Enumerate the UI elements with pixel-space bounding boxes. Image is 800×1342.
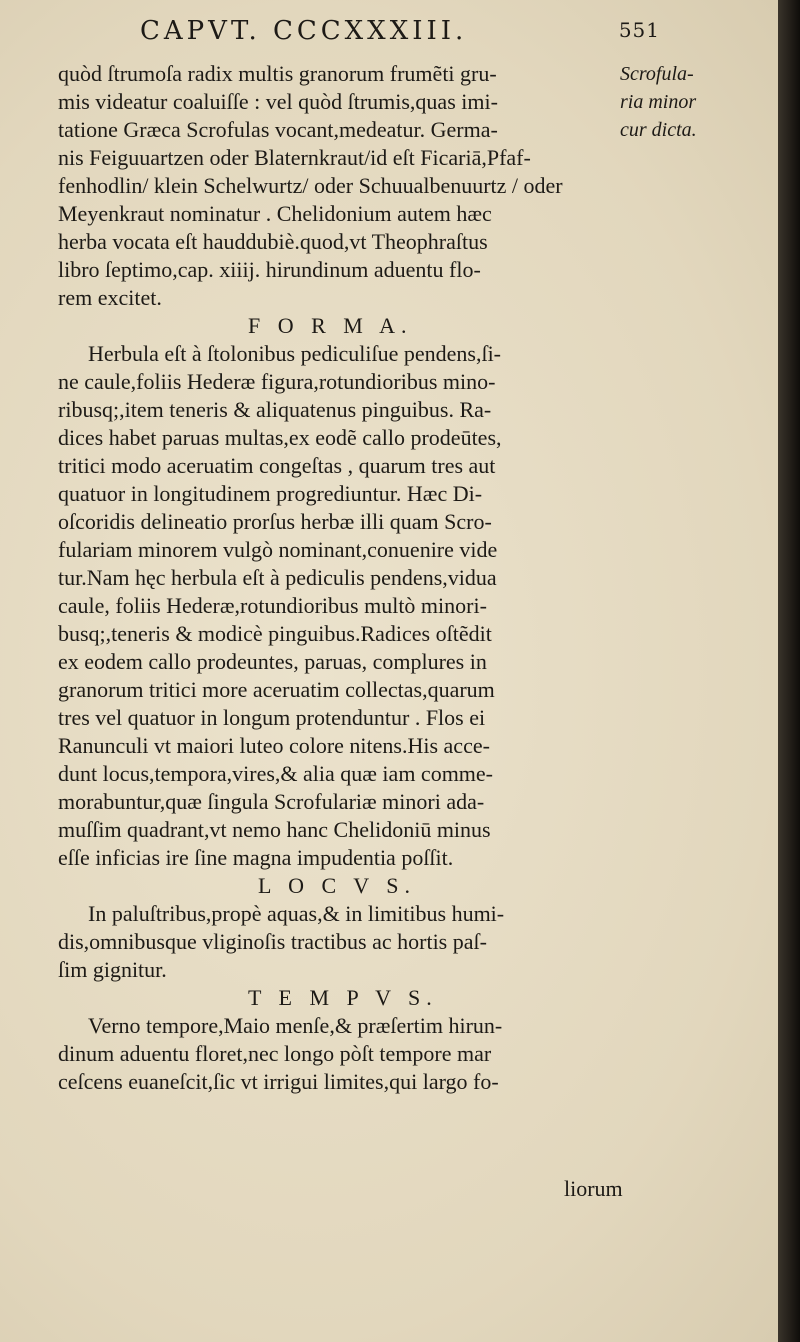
chapter-title: CAPVT. CCCXXXIII. — [140, 16, 468, 46]
page-number: 551 — [618, 18, 660, 42]
text-line: libro ſeptimo,cap. xiiij. hirundinum aduentu flo- — [58, 257, 481, 282]
text-line: dices habet paruas multas,ex eodẽ callo prodeūtes, — [58, 425, 502, 450]
text-line: ex eodem callo prodeuntes, paruas, complures in — [58, 649, 487, 674]
text-line: granorum tritici more aceruatim collectas,quarum — [58, 677, 495, 702]
text-line: muſſim quadrant,vt nemo hanc Chelidoniū minus — [58, 817, 491, 842]
text-line: ſim gignitur. — [58, 957, 167, 982]
text-line: nis Feiguuartzen oder Blaternkraut/id eſt Ficariā,Pfaf- — [58, 145, 531, 170]
text-line: rem excitet. — [58, 285, 162, 310]
marginal-note-line: cur dicta. — [620, 119, 697, 141]
text-line: fenhodlin/ klein Schelwurtz/ oder Schuualbenuurtz / oder — [58, 173, 563, 198]
text-line: Herbula eſt à ſtolonibus pediculiſue pendens,ſi- — [88, 341, 502, 366]
text-line: eſſe inficias ire ſine magna impudentia poſſit. — [58, 845, 454, 870]
section-heading-tempus: T E M P V S. — [248, 985, 438, 1010]
text-line: tritici modo aceruatim congeſtas , quarum tres aut — [58, 453, 496, 478]
marginal-note — [620, 60, 770, 144]
text-line: ne caule,foliis Hederæ figura,rotundioribus mino- — [58, 369, 496, 394]
text-line: tur.Nam hęc herbula eſt à pediculis pendens,vidua — [58, 565, 497, 590]
text-line: fulariam minorem vulgò nominant,conuenire vide — [58, 537, 498, 562]
text-line: mis videatur coaluiſſe : vel quòd ſtrumis,quas imi- — [58, 89, 498, 114]
text-line: quatuor in longitudinem progrediuntur. Hæc Di- — [58, 481, 483, 506]
text-line: Verno tempore,Maio menſe,& præſertim hirun- — [88, 1013, 503, 1038]
text-line: quòd ſtrumoſa radix multis granorum frumẽti gru- — [58, 61, 497, 86]
text-line: Ranunculi vt maiori luteo colore nitens.His acce- — [58, 733, 490, 758]
text-line: ribusq;,item teneris & aliquatenus pinguibus. Ra- — [58, 397, 492, 422]
text-line: In paluſtribus,propè aquas,& in limitibus humi- — [88, 901, 505, 926]
text-line: tres vel quatuor in longum protenduntur . Flos ei — [58, 705, 486, 730]
section-heading-forma: F O R M A. — [248, 313, 413, 338]
text-line: Meyenkraut nominatur . Chelidonium autem hæc — [58, 201, 492, 226]
marginal-note-line: ria minor — [620, 91, 697, 113]
book-spine-shadow — [778, 0, 800, 1342]
text-line: busq;,teneris & modicè pinguibus.Radices oſtẽdit — [58, 621, 492, 646]
marginal-note-line: Scrofula- — [620, 63, 694, 85]
text-line: dunt locus,tempora,vires,& alia quæ iam comme- — [58, 761, 494, 786]
text-block — [58, 60, 618, 1096]
running-header — [140, 16, 660, 56]
text-line: oſcoridis delineatio prorſus herbæ illi quam Scro- — [58, 509, 492, 534]
section-heading-locus: L O C V S. — [258, 873, 417, 898]
text-line: herba vocata eſt hauddubiè.quod,vt Theophraſtus — [58, 229, 488, 254]
text-line: dinum aduentu floret,nec longo pòſt tempore mar — [58, 1041, 492, 1066]
text-line: caule, foliis Hederæ,rotundioribus multò minori- — [58, 593, 487, 618]
text-line: tatione Græca Scrofulas vocant,medeatur. Germa- — [58, 117, 498, 142]
catchword: liorum — [564, 1176, 623, 1201]
text-line: ceſcens euaneſcit,ſic vt irrigui limites,qui largo fo- — [58, 1069, 499, 1094]
text-line: dis,omnibusque vliginoſis tractibus ac hortis paſ- — [58, 929, 487, 954]
text-line: morabuntur,quæ ſingula Scrofulariæ minori ada- — [58, 789, 485, 814]
